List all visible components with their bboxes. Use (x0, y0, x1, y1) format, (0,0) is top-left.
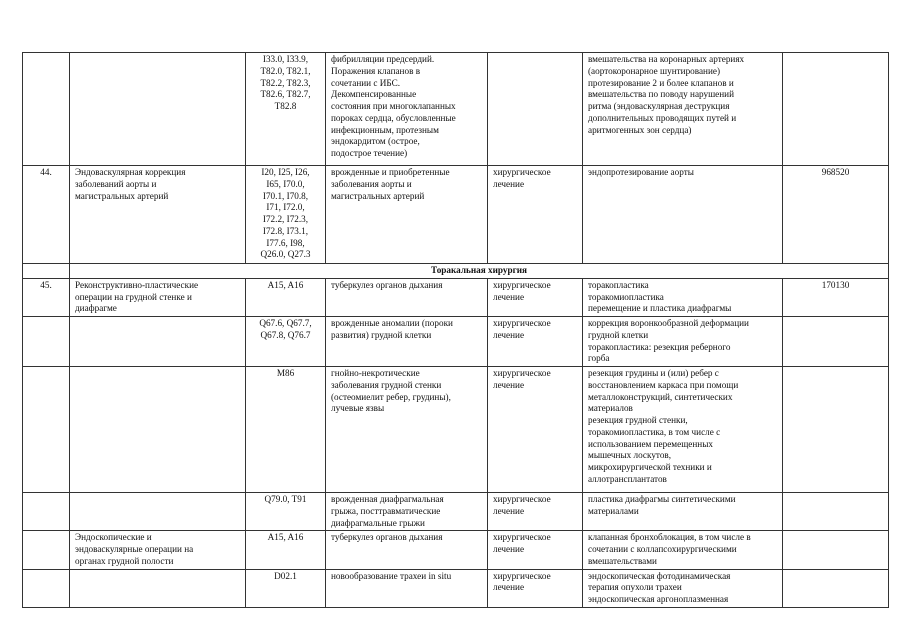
patient-model: гнойно-некротические заболевания грудной стенки (остеомиелит ребер, грудины), лучевые язвы (326, 367, 488, 493)
cost-value (783, 53, 889, 166)
section-spacer (23, 264, 70, 279)
cost-value (783, 569, 889, 607)
treatment-type: хирургическое лечение (488, 531, 583, 569)
table-row (23, 53, 889, 166)
cost-value (783, 531, 889, 569)
cost-value: 968520 (783, 166, 889, 264)
cost-value (783, 493, 889, 531)
treatment-type: хирургическое лечение (488, 278, 583, 316)
treatment-method: вмешательства на коронарных артериях (аортокоронарное шунтирование) протезирование 2 и более клапанов и вмешательства по поводу нарушений ритма (эндоваскулярная деструкция дополнительных проводящих путей и аритмогенных зон сердца) (583, 53, 783, 166)
care-type-name: Реконструктивно-пластические операции на грудной стенке и диафрагме (70, 278, 246, 316)
care-type-name: Эндоваскулярная коррекция заболеваний аорты и магистральных артерий (70, 166, 246, 264)
treatment-type: хирургическое лечение (488, 317, 583, 367)
treatment-method: коррекция воронкообразной деформации грудной клетки торакопластика: резекция реберного горба (583, 317, 783, 367)
treatment-type: хирургическое лечение (488, 569, 583, 607)
cost-value (783, 367, 889, 493)
row-number (23, 493, 70, 531)
patient-model: туберкулез органов дыхания (326, 531, 488, 569)
icd-codes: A15, A16 (246, 531, 326, 569)
care-type-name: Эндоскопические и эндоваскулярные операции на органах грудной полости (70, 531, 246, 569)
table-row (23, 493, 889, 531)
patient-model: врожденные и приобретенные заболевания аорты и магистральных артерий (326, 166, 488, 264)
icd-codes: I20, I25, I26, I65, I70.0, I70.1, I70.8, I71, I72.0, I72.2, I72.3, I72.8, I73.1, I77.6, I98, Q26.0, Q27.3 (246, 166, 326, 264)
table-row (23, 531, 889, 569)
icd-codes: I33.0, I33.9, T82.0, T82.1, T82.2, T82.3, T82.6, T82.7, T82.8 (246, 53, 326, 166)
cost-value: 170130 (783, 278, 889, 316)
icd-codes: A15, A16 (246, 278, 326, 316)
treatment-method: резекция грудины и (или) ребер с восстановлением каркаса при помощи металлоконструкций, синтетических материалов резекция грудной стенки, торакомиопластика, в том числе с использованием перемещенных мышечных лоскутов, микрохирургической техники и аллотрансплантатов (583, 367, 783, 493)
row-number (23, 317, 70, 367)
patient-model: врожденные аномалии (пороки развития) грудной клетки (326, 317, 488, 367)
care-type-name (70, 53, 246, 166)
table-row (23, 367, 889, 493)
patient-model: новообразование трахеи in situ (326, 569, 488, 607)
treatment-method: пластика диафрагмы синтетическими материалами (583, 493, 783, 531)
treatment-type (488, 53, 583, 166)
table-row (23, 166, 889, 264)
treatment-method: клапанная бронхоблокация, в том числе в сочетании с коллапсохирургическими вмешательствами (583, 531, 783, 569)
patient-model: фибрилляции предсердий. Поражения клапанов в сочетании с ИБС. Декомпенсированные состояния при многоклапанных пороках сердца, обусловленные инфекционным, протезным эндокардитом (острое, подострое течение) (326, 53, 488, 166)
treatment-type: хирургическое лечение (488, 367, 583, 493)
care-type-name (70, 367, 246, 493)
table-row (23, 317, 889, 367)
medical-care-table (22, 52, 889, 608)
treatment-method: эндопротезирование аорты (583, 166, 783, 264)
cost-value (783, 317, 889, 367)
section-title: Торакальная хирургия (70, 264, 889, 279)
icd-codes: Q79.0, T91 (246, 493, 326, 531)
patient-model: туберкулез органов дыхания (326, 278, 488, 316)
table-row (23, 278, 889, 316)
row-number (23, 569, 70, 607)
row-number (23, 53, 70, 166)
icd-codes: D02.1 (246, 569, 326, 607)
section-row (23, 264, 889, 279)
row-number (23, 531, 70, 569)
treatment-method: эндоскопическая фотодинамическая терапия опухоли трахеи эндоскопическая аргоноплазменная (583, 569, 783, 607)
care-type-name (70, 493, 246, 531)
treatment-type: хирургическое лечение (488, 493, 583, 531)
row-number: 45. (23, 278, 70, 316)
row-number: 44. (23, 166, 70, 264)
care-type-name (70, 569, 246, 607)
row-number (23, 367, 70, 493)
patient-model: врожденная диафрагмальная грыжа, посттравматические диафрагмальные грыжи (326, 493, 488, 531)
treatment-type: хирургическое лечение (488, 166, 583, 264)
table-row (23, 569, 889, 607)
icd-codes: M86 (246, 367, 326, 493)
care-type-name (70, 317, 246, 367)
treatment-method: торакопластика торакомиопластика перемещение и пластика диафрагмы (583, 278, 783, 316)
icd-codes: Q67.6, Q67.7, Q67.8, Q76.7 (246, 317, 326, 367)
